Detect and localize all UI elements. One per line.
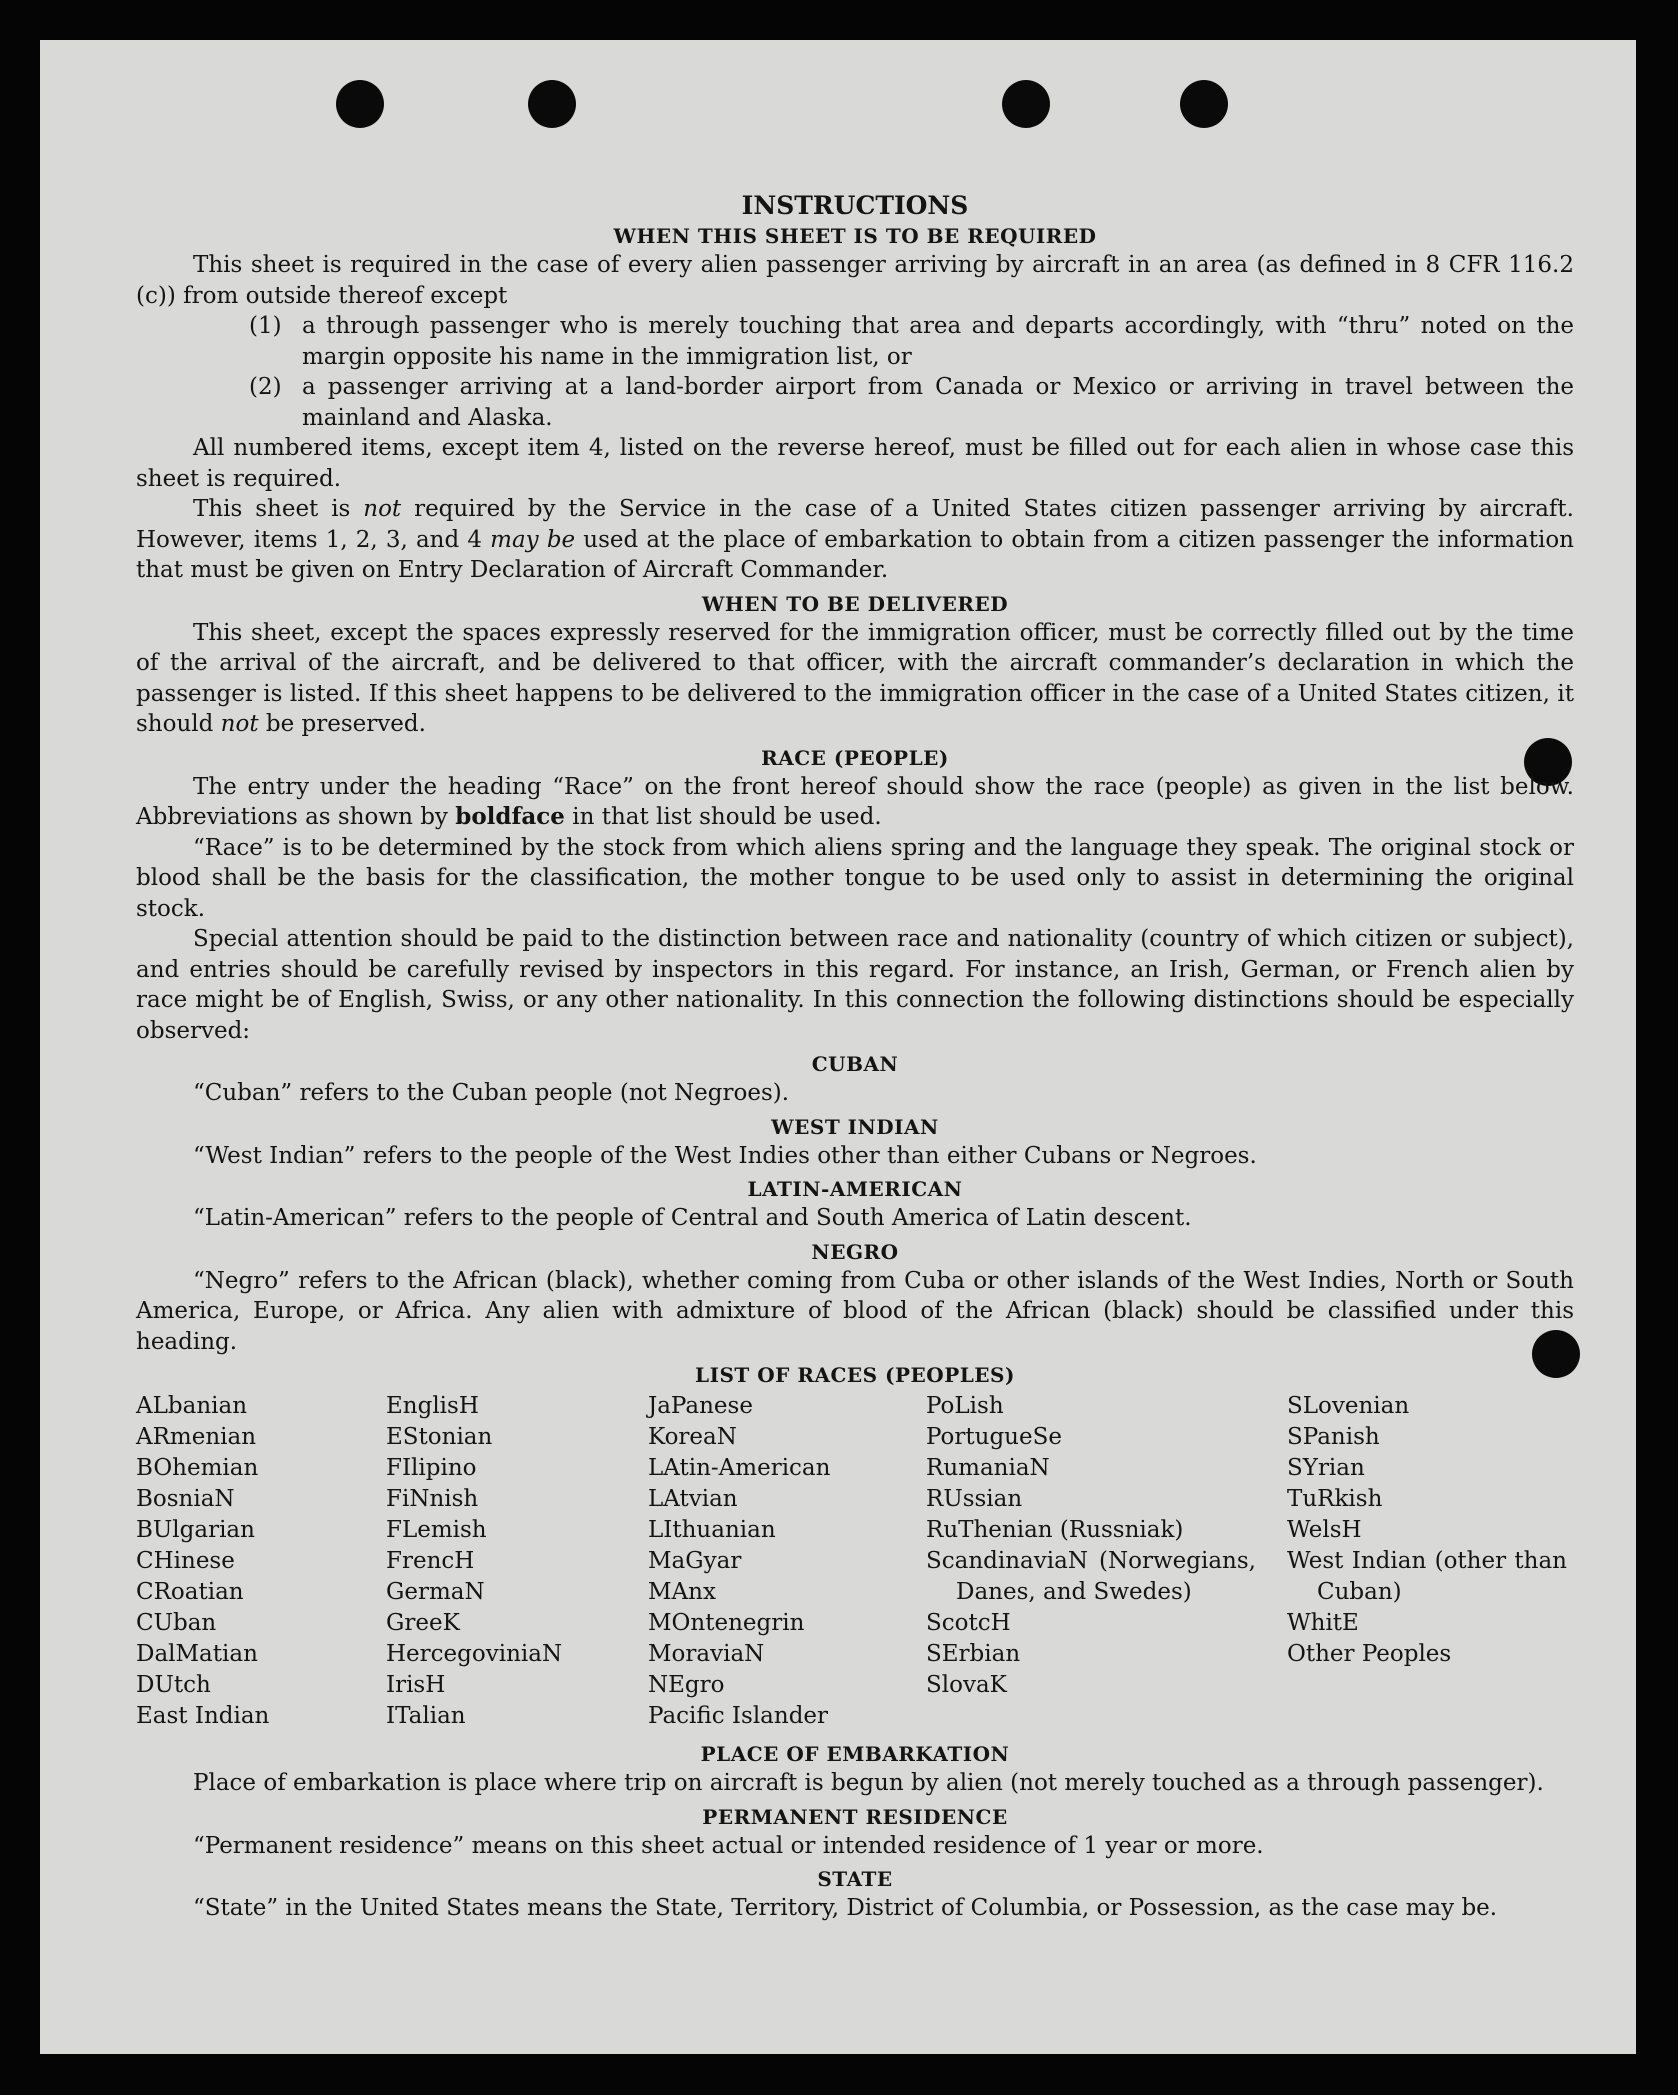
race-entry: Pacific Islander	[648, 1703, 829, 1729]
race-entry: EnglisH	[386, 1393, 479, 1419]
exception-item	[136, 311, 1574, 372]
heading-negro: NEGRO	[811, 1239, 899, 1264]
race-entry: GermaN	[386, 1579, 485, 1605]
heading-state: STATE	[817, 1867, 893, 1891]
race-entry: LAtvian	[648, 1486, 738, 1512]
race-paragraph-1: The entry under the heading “Race” on the front hereof should show the race (people) as given in the list below. Abbreviations as shown by boldface in that list should be used.	[136, 773, 1574, 830]
race-entry: WelsH	[1287, 1517, 1362, 1543]
race-entry: MAnx	[648, 1579, 716, 1605]
races-column-2	[386, 1391, 648, 1732]
heading-west-indian: WEST INDIAN	[771, 1114, 939, 1139]
race-entry: SLovenian	[1287, 1393, 1410, 1419]
race-entry: FIlipino	[386, 1455, 477, 1481]
race-entry: CHinese	[136, 1548, 235, 1574]
race-entry: SlovaK	[926, 1672, 1007, 1698]
latin-american-definition: “Latin-American” refers to the people of Central and South America of Latin descent.	[193, 1205, 1192, 1231]
citizen-paragraph: This sheet is not required by the Service in the case of a United States citizen passenger arriving by aircraft. However, items 1, 2, 3, and 4 may be used at the place of embarkation to obtain from a citizen passenger the information that must be given on Entry Declaration of Aircraft Commander.	[136, 496, 1574, 583]
race-entry: MaGyar	[648, 1548, 742, 1574]
race-entry: MoraviaN	[648, 1641, 765, 1667]
race-entry: CUban	[136, 1610, 217, 1636]
race-entry: East Indian	[136, 1703, 270, 1729]
races-column-4	[926, 1391, 1287, 1732]
race-entry: ARmenian	[136, 1424, 257, 1450]
races-column-3	[648, 1391, 926, 1732]
state-definition: “State” in the United States means the State, Territory, District of Columbia, or Possession, as the case may be.	[193, 1895, 1498, 1921]
race-entry: JaPanese	[648, 1393, 753, 1419]
race-paragraph-2: “Race” is to be determined by the stock from which aliens spring and the language they speak. The original stock or blood shall be the basis for the classification, the mother tongue to be used only to assist in determining the original stock.	[136, 834, 1574, 922]
race-entry: FrencH	[386, 1548, 475, 1574]
race-entry: KoreaN	[648, 1424, 737, 1450]
race-entry: CRoatian	[136, 1579, 244, 1605]
race-entry: NEgro	[648, 1672, 725, 1698]
race-entry: RumaniaN	[926, 1455, 1050, 1481]
race-entry: MOntenegrin	[648, 1610, 805, 1636]
race-entry: SPanish	[1287, 1424, 1380, 1450]
race-entry: BOhemian	[136, 1455, 259, 1481]
race-paragraph-3: Special attention should be paid to the distinction between race and nationality (country of which citizen or subject), and entries should be carefully revised by inspectors in this regard. For instance, an Irish, German, or French alien by race might be of English, Swiss, or any other nationality. In this connection the following distinctions should be especially observed:	[136, 926, 1574, 1044]
heading-permanent-residence: PERMANENT RESIDENCE	[702, 1804, 1008, 1829]
race-entry: SErbian	[926, 1641, 1021, 1667]
negro-definition: “Negro” refers to the African (black), whether coming from Cuba or other islands of the West Indies, North or South America, Europe, or Africa. Any alien with admixture of blood of the African (black) should be classified under this heading.	[136, 1267, 1574, 1355]
exception-item	[136, 372, 1574, 433]
race-entry: HercegoviniaN	[386, 1641, 563, 1667]
race-entry: West Indian (other than Cuban)	[1287, 1548, 1567, 1605]
heading-cuban: CUBAN	[811, 1052, 899, 1076]
embarkation-definition: Place of embarkation is place where trip on aircraft is begun by alien (not merely touched as a through passenger).	[193, 1770, 1544, 1796]
race-entry: SYrian	[1287, 1455, 1365, 1481]
heading-list-of-races: LIST OF RACES (PEOPLES)	[695, 1363, 1015, 1387]
punch-hole	[336, 80, 384, 128]
race-entry: ScotcH	[926, 1610, 1011, 1636]
race-entry: RUssian	[926, 1486, 1023, 1512]
exception-number: (2)	[249, 374, 282, 400]
race-entry: EStonian	[386, 1424, 493, 1450]
punch-hole	[1180, 80, 1228, 128]
race-entry: BosniaN	[136, 1486, 235, 1512]
race-entry: FLemish	[386, 1517, 487, 1543]
exception-number: (1)	[249, 313, 282, 339]
race-entry: GreeK	[386, 1610, 460, 1636]
race-entry: IrisH	[386, 1672, 446, 1698]
race-entry: FiNnish	[386, 1486, 479, 1512]
heading-when-required: WHEN THIS SHEET IS TO BE REQUIRED	[613, 224, 1097, 248]
race-entry: BUlgarian	[136, 1517, 255, 1543]
heading-latin-american: LATIN-AMERICAN	[747, 1177, 963, 1201]
races-column-5	[1287, 1391, 1574, 1732]
race-entry: Other Peoples	[1287, 1641, 1452, 1667]
exception-text: a through passenger who is merely touching that area and departs accordingly, with “thru” noted on the margin opposite his name in the immigration list, or	[302, 313, 1574, 370]
page-title: INSTRUCTIONS	[741, 191, 969, 220]
race-entry: DalMatian	[136, 1641, 258, 1667]
race-entry: PortugueSe	[926, 1424, 1062, 1450]
instruction-sheet	[40, 40, 1636, 2054]
race-entry: DUtch	[136, 1672, 211, 1698]
heading-place-of-embarkation: PLACE OF EMBARKATION	[700, 1742, 1010, 1766]
residence-definition: “Permanent residence” means on this sheet actual or intended residence of 1 year or more.	[193, 1832, 1264, 1859]
race-entry: LIthuanian	[648, 1517, 776, 1543]
exception-text: a passenger arriving at a land-border airport from Canada or Mexico or arriving in travel between the mainland and Alaska.	[302, 374, 1574, 431]
instructions-body	[136, 190, 1574, 1924]
races-column-1	[136, 1391, 386, 1732]
when-delivered-text: This sheet, except the spaces expressly reserved for the immigration officer, must be correctly filled out by the time of the arrival of the aircraft, and be delivered to that officer, with the aircraft commander’s declaration in which the passenger is listed. If this sheet happens to be delivered to the immigration officer in the case of a United States citizen, it should not be preserved.	[136, 619, 1574, 737]
punch-hole	[528, 80, 576, 128]
race-entry: LAtin-American	[648, 1455, 831, 1481]
when-required-intro: This sheet is required in the case of every alien passenger arriving by aircraft in an area (as defined in 8 CFR 116.2 (c)) from outside thereof except	[136, 252, 1574, 309]
race-entry: RuThenian (Russniak)	[926, 1517, 1184, 1543]
numbered-items-paragraph: All numbered items, except item 4, listed on the reverse hereof, must be filled out for each alien in whose case this sheet is required.	[136, 435, 1574, 492]
punch-hole	[1002, 80, 1050, 128]
heading-when-delivered: WHEN TO BE DELIVERED	[701, 591, 1009, 616]
race-entry: PoLish	[926, 1393, 1004, 1419]
race-entry: TuRkish	[1287, 1486, 1383, 1512]
races-list	[136, 1391, 1574, 1732]
west-indian-definition: “West Indian” refers to the people of the West Indies other than either Cubans or Negroes.	[193, 1142, 1257, 1169]
race-entry: WhitE	[1287, 1610, 1359, 1636]
race-entry: ScandinaviaN (Norwegians, Danes, and Swedes)	[926, 1548, 1256, 1605]
race-entry: ITalian	[386, 1703, 466, 1729]
heading-race: RACE (PEOPLE)	[761, 745, 949, 770]
cuban-definition: “Cuban” refers to the Cuban people (not Negroes).	[193, 1080, 790, 1106]
race-entry: ALbanian	[136, 1393, 248, 1419]
